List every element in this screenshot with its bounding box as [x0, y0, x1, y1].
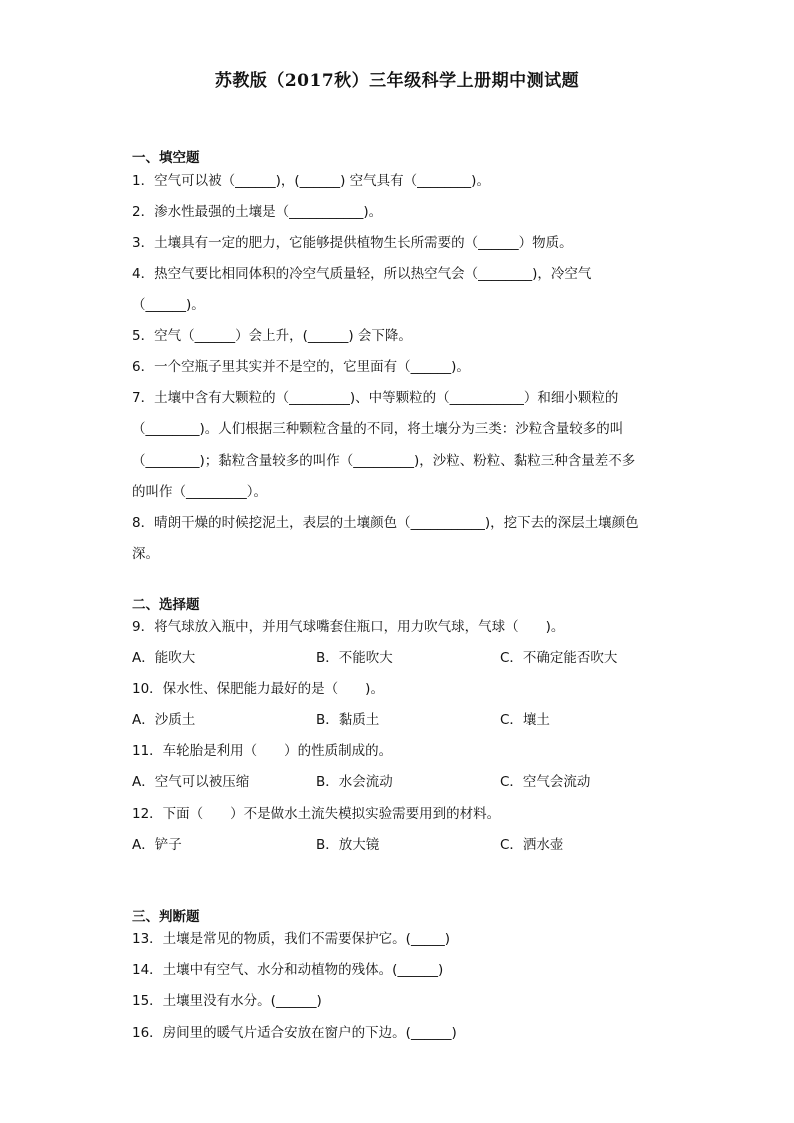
fill-line: 2．渗水性最强的土壤是（___________)。: [132, 204, 383, 220]
fill-line: 1．空气可以被（______)，(______) 空气具有（________)。: [132, 173, 490, 189]
fill-line: 6．一个空瓶子里其实并不是空的，它里面有（______)。: [132, 359, 470, 375]
fill-line: 3．土壤具有一定的肥力，它能够提供植物生长所需要的（______）物质。: [132, 235, 573, 251]
fill-line: 5．空气（______）会上升，(______) 会下降。: [132, 328, 412, 344]
choice-question: 11．车轮胎是利用（ ）的性质制成的。: [132, 743, 393, 759]
choice-option: A．铲子: [132, 837, 182, 853]
fill-line: （______)。: [132, 297, 205, 313]
judge-question: 14．土壤中有空气、水分和动植物的残体。(______): [132, 962, 444, 978]
fill-line: 深。: [132, 546, 159, 562]
choice-question: 10．保水性、保肥能力最好的是（ )。: [132, 681, 384, 697]
choice-option: B．不能吹大: [316, 650, 393, 666]
section-choice-heading: 二、选择题: [132, 597, 200, 613]
fill-line: 7．土壤中含有大颗粒的（_________)、中等颗粒的（___________）和细小颗粒的: [132, 390, 619, 406]
judge-question: 16．房间里的暖气片适合安放在窗户的下边。(______): [132, 1025, 457, 1041]
choice-option: C．空气会流动: [500, 774, 591, 790]
choice-option: A．能吹大: [132, 650, 196, 666]
section-fill-heading: 一、填空题: [132, 150, 200, 166]
choice-question: 9．将气球放入瓶中，并用气球嘴套住瓶口，用力吹气球，气球（ )。: [132, 619, 565, 635]
choice-question: 12．下面（ ）不是做水土流失模拟实验需要用到的材料。: [132, 806, 501, 822]
fill-line: （________)。人们根据三种颗粒含量的不同，将土壤分为三类：沙粒含量较多的叫: [132, 421, 624, 437]
judge-question: 15．土壤里没有水分。(______): [132, 993, 322, 1009]
section-judge-heading: 三、判断题: [132, 909, 200, 925]
choice-option: C．不确定能否吹大: [500, 650, 618, 666]
choice-option: C．洒水壶: [500, 837, 564, 853]
fill-line: 的叫作（_________）。: [132, 484, 267, 500]
choice-option: C．壤土: [500, 712, 550, 728]
fill-line: （________)；黏粒含量较多的叫作（_________)，沙粒、粉粒、黏粒三种含量差不多: [132, 453, 636, 469]
fill-line: 4．热空气要比相同体积的冷空气质量轻，所以热空气会（________)，冷空气: [132, 266, 592, 282]
fill-line: 8．晴朗干燥的时候挖泥土，表层的土壤颜色（___________)，挖下去的深层土壤颜色: [132, 515, 639, 531]
choice-option: B．水会流动: [316, 774, 393, 790]
page-title: 苏教版（2017秋）三年级科学上册期中测试题: [214, 71, 580, 91]
choice-option: B．放大镜: [316, 837, 380, 853]
choice-option: B．黏质土: [316, 712, 380, 728]
choice-option: A．空气可以被压缩: [132, 774, 250, 790]
choice-option: A．沙质土: [132, 712, 196, 728]
judge-question: 13．土壤是常见的物质，我们不需要保护它。(_____): [132, 931, 450, 947]
